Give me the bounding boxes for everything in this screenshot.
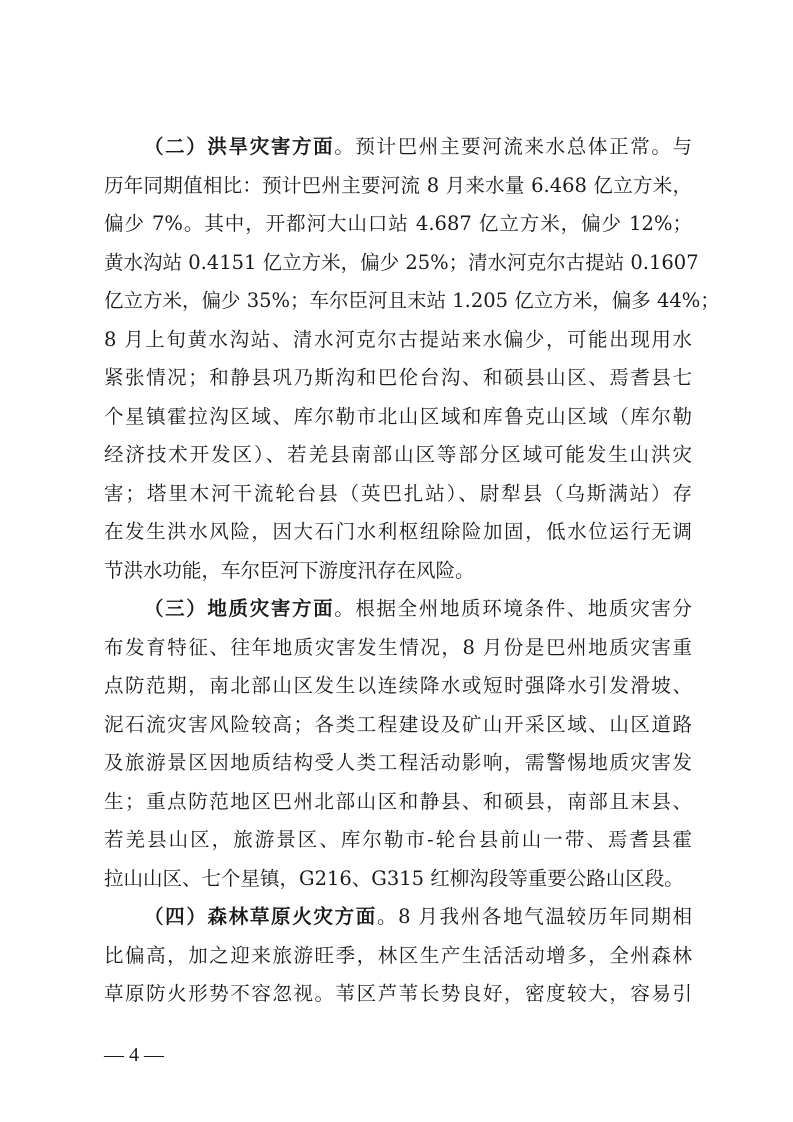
paragraph-flood-drought (104, 128, 720, 590)
text-line: 个星镇霍拉沟区域、库尔勒市北山区域和库鲁克山区域（库尔勒 (104, 404, 692, 428)
text-line: 节洪水功能，车尔臣河下游度汛存在风险。 (104, 558, 475, 582)
paragraph-geological (104, 590, 692, 898)
text-line-content: 。8 月我州各地气温较历年同期相 (376, 905, 692, 928)
text-line: 黄水沟站 0.4151 亿立方米，偏少 25%；清水河克尔古提站 0.1607 (104, 250, 699, 274)
text-line: 历年同期值相比：预计巴州主要河流 8 月来水量 6.468 亿立方米， (104, 173, 692, 197)
text-line: 害；塔里木河干流轮台县（英巴扎站）、尉犁县（乌斯满站）存 (104, 481, 692, 505)
text-line: 草原防火形势不容忽视。苇区芦苇长势良好，密度较大，容易引 (104, 982, 692, 1005)
text-line: 拉山山区、七个星镇，G216、G315 红柳沟段等重要公路山区段。 (104, 866, 684, 890)
text-line: 经济技术开发区）、若羌县南部山区等部分区域可能发生山洪灾 (104, 443, 692, 466)
text-line: 布发育特征、往年地质灾害发生情况，8 月份是巴州地质灾害重 (104, 635, 692, 659)
text-line (104, 898, 692, 937)
text-line: 偏少 7%。其中，开都河大山口站 4.687 亿立方米，偏少 12%； (104, 212, 692, 235)
section-heading: （三）地质灾害方面 (144, 597, 335, 620)
text-line: 紧张情况；和静县巩乃斯沟和巴伦台沟、和硕县山区、焉耆县七 (104, 366, 692, 389)
text-line (104, 590, 692, 629)
text-line: 比偏高，加之迎来旅游旺季，林区生产生活活动增多，全州森林 (104, 943, 692, 967)
paragraph-forest-fire (104, 898, 692, 1014)
text-line: 亿立方米，偏少 35%；车尔臣河且末站 1.205 亿立方米，偏多 44%； (104, 289, 720, 312)
document-body (104, 128, 720, 1014)
text-line-content: 。预计巴州主要河流来水总体正常。与 (334, 135, 692, 158)
text-line: 点防范期，南北部山区发生以连续降水或短时强降水引发滑坡、 (104, 674, 692, 697)
text-line-content: 。根据全州地质环境条件、地质灾害分 (334, 597, 692, 620)
section-heading: （四）森林草原火灾方面 (144, 905, 377, 928)
section-heading: （二）洪旱灾害方面 (144, 135, 335, 158)
text-line: 及旅游景区因地质结构受人类工程活动影响，需警惕地质灾害发 (104, 751, 692, 774)
text-line: 在发生洪水风险，因大石门水利枢纽除险加固，低水位运行无调 (104, 520, 692, 543)
text-line: 8 月上旬黄水沟站、清水河克尔古提站来水偏少，可能出现用水 (104, 327, 692, 351)
text-line: 生；重点防范地区巴州北部山区和静县、和硕县，南部且末县、 (104, 789, 692, 813)
text-line (104, 128, 692, 167)
text-line: 若羌县山区，旅游景区、库尔勒市-轮台县前山一带、焉耆县霍 (104, 828, 692, 851)
text-line: 泥石流灾害风险较高；各类工程建设及矿山开采区域、山区道路 (104, 712, 692, 736)
page-number: — 4 — (104, 1044, 164, 1066)
